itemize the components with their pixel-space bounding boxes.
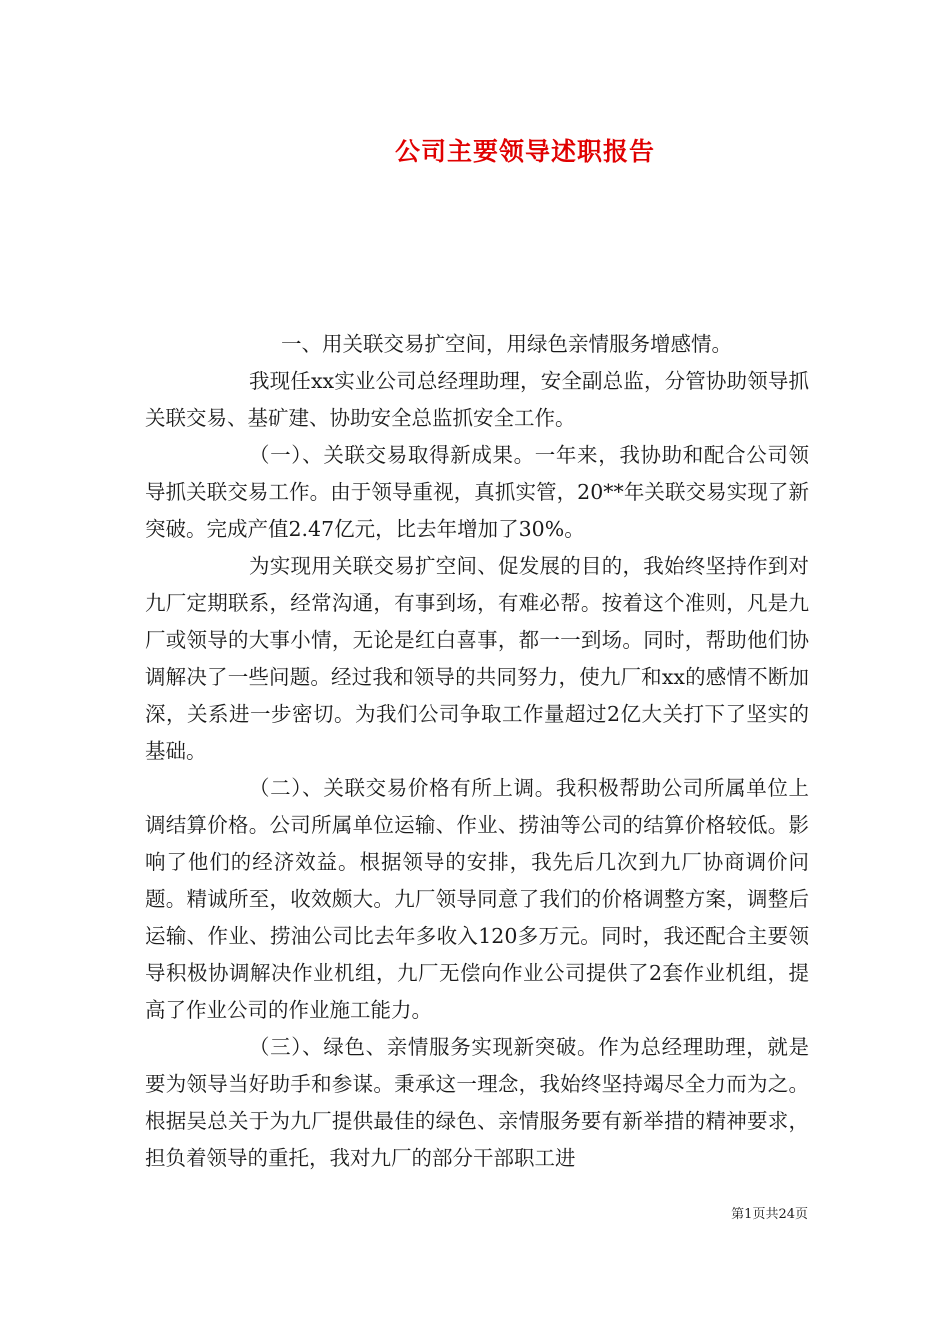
document-title: 公司主要领导述职报告	[394, 137, 655, 166]
section-heading: 一、用关联交易扩空间，用绿色亲情服务增感情。	[281, 332, 732, 356]
paragraph: 我现任xx实业公司总经理助理，安全副总监，分管协助领导抓关联交易、基矿建、协助安全总监抓安全工作。	[145, 369, 809, 430]
paragraph: 为实现用关联交易扩空间、促发展的目的，我始终坚持作到对九厂定期联系，经常沟通，有事到场，有难必帮。按着这个准则，凡是九厂或领导的大事小情，无论是红白喜事，都一一到场。同时，帮助他们协调解决了一些问题。经过我和领导的共同努力，使九厂和xx的感情不断加深，关系进一步密切。为我们公司争取工作量超过2亿大关打下了坚实的基础。	[145, 554, 809, 763]
document-body	[145, 326, 809, 1177]
page-number: 第1页共24页	[731, 1207, 808, 1222]
paragraph: （二）、关联交易价格有所上调。我积极帮助公司所属单位上调结算价格。公司所属单位运输、作业、捞油等公司的结算价格较低。影响了他们的经济效益。根据领导的安排，我先后几次到九厂协商调价问题。精诚所至，收效颇大。九厂领导同意了我们的价格调整方案，调整后运输、作业、捞油公司比去年多收入120多万元。同时，我还配合主要领导积极协调解决作业机组，九厂无偿向作业公司提供了2套作业机组，提高了作业公司的作业施工能力。	[145, 776, 809, 1022]
paragraph: （一）、关联交易取得新成果。一年来，我协助和配合公司领导抓关联交易工作。由于领导重视，真抓实管，20**年关联交易实现了新突破。完成产值2.47亿元，比去年增加了30%。	[145, 443, 809, 541]
paragraph: （三）、绿色、亲情服务实现新突破。作为总经理助理，就是要为领导当好助手和参谋。秉承这一理念，我始终坚持竭尽全力而为之。根据吴总关于为九厂提供最佳的绿色、亲情服务要有新举措的精神要求，担负着领导的重托，我对九厂的部分干部职工进	[145, 1035, 809, 1170]
